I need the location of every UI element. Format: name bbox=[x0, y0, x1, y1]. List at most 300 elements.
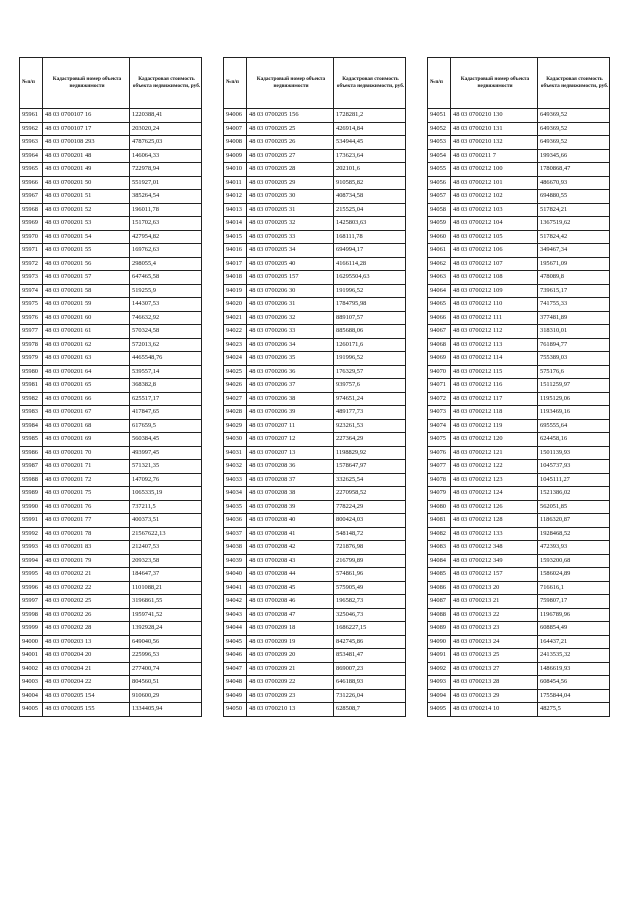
table-row bbox=[20, 311, 202, 325]
table-row bbox=[224, 595, 406, 609]
table-row bbox=[224, 136, 406, 150]
cadastral-value: 203020,24 bbox=[130, 122, 202, 136]
row-number: 94051 bbox=[428, 109, 451, 123]
cadastral-value: 472393,93 bbox=[538, 541, 610, 555]
table-row bbox=[428, 608, 610, 622]
row-number: 94036 bbox=[224, 514, 247, 528]
header-cadastral-number: Кадастровый номер объекта недвижимости bbox=[247, 58, 334, 109]
cadastral-value: 1198829,92 bbox=[334, 446, 406, 460]
row-number: 94025 bbox=[224, 365, 247, 379]
cadastral-number: 48 03 0700201 59 bbox=[43, 298, 130, 312]
table-row bbox=[20, 244, 202, 258]
cadastral-value: 325046,73 bbox=[334, 608, 406, 622]
table-row bbox=[20, 122, 202, 136]
cadastral-number: 48 03 0700206 36 bbox=[247, 365, 334, 379]
cadastral-value: 624458,16 bbox=[538, 433, 610, 447]
row-number: 95999 bbox=[20, 622, 43, 636]
table-row bbox=[20, 460, 202, 474]
cadastral-value: 212407,53 bbox=[130, 541, 202, 555]
row-number: 94026 bbox=[224, 379, 247, 393]
cadastral-value: 1193469,16 bbox=[538, 406, 610, 420]
cadastral-value: 910585,82 bbox=[334, 176, 406, 190]
cadastral-value: 1101088,21 bbox=[130, 581, 202, 595]
table-row bbox=[428, 406, 610, 420]
cadastral-value: 385264,54 bbox=[130, 190, 202, 204]
row-number: 94005 bbox=[20, 703, 43, 717]
cadastral-number: 48 03 0700209 21 bbox=[247, 662, 334, 676]
cadastral-number: 48 03 0700212 111 bbox=[451, 311, 538, 325]
cadastral-number: 48 03 0700207 11 bbox=[247, 419, 334, 433]
table-row bbox=[20, 230, 202, 244]
cadastral-number: 48 03 0700213 22 bbox=[451, 608, 538, 622]
table-row bbox=[224, 662, 406, 676]
cadastral-value: 227364,29 bbox=[334, 433, 406, 447]
row-number: 94059 bbox=[428, 217, 451, 231]
row-number: 94084 bbox=[428, 554, 451, 568]
cadastral-number: 48 03 0700205 26 bbox=[247, 136, 334, 150]
row-number: 95987 bbox=[20, 460, 43, 474]
cadastral-number: 48 03 0700208 37 bbox=[247, 473, 334, 487]
table-row bbox=[428, 190, 610, 204]
header-number: №п/п bbox=[224, 58, 247, 109]
cadastral-value: 889107,57 bbox=[334, 311, 406, 325]
table-row bbox=[428, 379, 610, 393]
row-number: 94063 bbox=[428, 271, 451, 285]
cadastral-number: 48 03 0700201 77 bbox=[43, 514, 130, 528]
cadastral-number: 48 03 0700206 32 bbox=[247, 311, 334, 325]
cadastral-value: 694994,17 bbox=[334, 244, 406, 258]
table-row bbox=[224, 338, 406, 352]
row-number: 95978 bbox=[20, 338, 43, 352]
cadastral-value: 1586024,89 bbox=[538, 568, 610, 582]
cadastral-number: 48 03 0700213 24 bbox=[451, 635, 538, 649]
cadastral-number: 48 03 0700208 47 bbox=[247, 608, 334, 622]
cadastral-value: 191996,52 bbox=[334, 352, 406, 366]
table-row bbox=[428, 392, 610, 406]
table-row bbox=[20, 473, 202, 487]
cadastral-number: 48 03 0700213 28 bbox=[451, 676, 538, 690]
cadastral-value: 649369,52 bbox=[538, 136, 610, 150]
table-row bbox=[20, 554, 202, 568]
row-number: 95977 bbox=[20, 325, 43, 339]
row-number: 95983 bbox=[20, 406, 43, 420]
cadastral-number: 48 03 0700208 42 bbox=[247, 541, 334, 555]
row-number: 94029 bbox=[224, 419, 247, 433]
cadastral-number: 48 03 0700201 78 bbox=[43, 527, 130, 541]
row-number: 94077 bbox=[428, 460, 451, 474]
table-row bbox=[428, 446, 610, 460]
table-row bbox=[224, 352, 406, 366]
cadastral-number: 48 03 0700214 10 bbox=[451, 703, 538, 717]
cadastral-value: 16295504,63 bbox=[334, 271, 406, 285]
table-row bbox=[224, 527, 406, 541]
row-number: 94082 bbox=[428, 527, 451, 541]
table-row bbox=[20, 298, 202, 312]
table-row bbox=[428, 217, 610, 231]
cadastral-value: 1486619,93 bbox=[538, 662, 610, 676]
cadastral-value: 4166114,28 bbox=[334, 257, 406, 271]
cadastral-number: 48 03 0700212 116 bbox=[451, 379, 538, 393]
cadastral-value: 486670,93 bbox=[538, 176, 610, 190]
cadastre-table bbox=[19, 57, 202, 717]
cadastral-number: 48 03 0700209 22 bbox=[247, 676, 334, 690]
table-row bbox=[20, 649, 202, 663]
table-row bbox=[20, 703, 202, 717]
cadastral-number: 48 03 0700213 25 bbox=[451, 649, 538, 663]
cadastral-number: 48 03 0700212 120 bbox=[451, 433, 538, 447]
cadastral-number: 48 03 0700212 102 bbox=[451, 190, 538, 204]
cadastral-value: 1521386,02 bbox=[538, 487, 610, 501]
row-number: 94017 bbox=[224, 257, 247, 271]
table-row bbox=[224, 460, 406, 474]
table-row bbox=[428, 163, 610, 177]
table-row bbox=[20, 176, 202, 190]
row-number: 94016 bbox=[224, 244, 247, 258]
cadastral-value: 695555,64 bbox=[538, 419, 610, 433]
cadastral-value: 869007,23 bbox=[334, 662, 406, 676]
row-number: 94067 bbox=[428, 325, 451, 339]
cadastral-number: 48 03 0700205 33 bbox=[247, 230, 334, 244]
cadastral-value: 164437,21 bbox=[538, 635, 610, 649]
row-number: 95994 bbox=[20, 554, 43, 568]
table-row bbox=[20, 271, 202, 285]
cadastral-number: 48 03 0700201 58 bbox=[43, 284, 130, 298]
cadastral-number: 48 03 0700204 20 bbox=[43, 649, 130, 663]
cadastral-value: 517824,42 bbox=[538, 230, 610, 244]
cadastral-value: 332625,54 bbox=[334, 473, 406, 487]
cadastral-number: 48 03 0700212 117 bbox=[451, 392, 538, 406]
table-row bbox=[20, 568, 202, 582]
table-row bbox=[428, 635, 610, 649]
cadastral-number: 48 03 0700212 157 bbox=[451, 568, 538, 582]
table-row bbox=[224, 487, 406, 501]
cadastral-value: 1195129,06 bbox=[538, 392, 610, 406]
cadastral-value: 215525,04 bbox=[334, 203, 406, 217]
cadastral-number: 48 03 0700208 40 bbox=[247, 514, 334, 528]
cadastral-value: 195671,09 bbox=[538, 257, 610, 271]
cadastral-value: 1959741,52 bbox=[130, 608, 202, 622]
row-number: 94043 bbox=[224, 608, 247, 622]
row-number: 94049 bbox=[224, 689, 247, 703]
cadastral-number: 48 03 0700202 21 bbox=[43, 568, 130, 582]
cadastral-value: 1425803,63 bbox=[334, 217, 406, 231]
cadastral-number: 48 03 0700212 108 bbox=[451, 271, 538, 285]
row-number: 95982 bbox=[20, 392, 43, 406]
table-row bbox=[428, 676, 610, 690]
cadastral-value: 173623,64 bbox=[334, 149, 406, 163]
cadastral-number: 48 03 0700213 21 bbox=[451, 595, 538, 609]
row-number: 95998 bbox=[20, 608, 43, 622]
table-row bbox=[224, 581, 406, 595]
row-number: 95979 bbox=[20, 352, 43, 366]
cadastral-value: 517824,21 bbox=[538, 203, 610, 217]
header-row bbox=[224, 58, 406, 109]
cadastral-number: 48 03 0700205 34 bbox=[247, 244, 334, 258]
row-number: 94000 bbox=[20, 635, 43, 649]
cadastral-value: 1501139,93 bbox=[538, 446, 610, 460]
table-row bbox=[20, 676, 202, 690]
table-row bbox=[20, 325, 202, 339]
row-number: 94093 bbox=[428, 676, 451, 690]
cadastral-number: 48 03 0700210 13 bbox=[247, 703, 334, 717]
cadastral-number: 48 03 0700211 7 bbox=[451, 149, 538, 163]
cadastral-value: 377481,89 bbox=[538, 311, 610, 325]
row-number: 94032 bbox=[224, 460, 247, 474]
table-row bbox=[224, 149, 406, 163]
header-row bbox=[428, 58, 610, 109]
row-number: 94076 bbox=[428, 446, 451, 460]
row-number: 95997 bbox=[20, 595, 43, 609]
table-row bbox=[428, 662, 610, 676]
row-number: 94075 bbox=[428, 433, 451, 447]
row-number: 95973 bbox=[20, 271, 43, 285]
cadastral-number: 48 03 0700203 13 bbox=[43, 635, 130, 649]
row-number: 94042 bbox=[224, 595, 247, 609]
row-number: 94028 bbox=[224, 406, 247, 420]
cadastral-number: 48 03 0700206 33 bbox=[247, 325, 334, 339]
cadastral-number: 48 03 0700209 23 bbox=[247, 689, 334, 703]
cadastral-number: 48 03 0700201 64 bbox=[43, 365, 130, 379]
cadastral-number: 48 03 0700212 126 bbox=[451, 500, 538, 514]
row-number: 94060 bbox=[428, 230, 451, 244]
cadastral-number: 48 03 0700208 39 bbox=[247, 500, 334, 514]
cadastral-number: 48 03 0700213 27 bbox=[451, 662, 538, 676]
row-number: 95971 bbox=[20, 244, 43, 258]
table-row bbox=[428, 271, 610, 285]
table-row bbox=[224, 406, 406, 420]
cadastral-number: 48 03 0700205 154 bbox=[43, 689, 130, 703]
table-row bbox=[428, 649, 610, 663]
table-row bbox=[428, 230, 610, 244]
cadastral-value: 493997,45 bbox=[130, 446, 202, 460]
table-row bbox=[20, 608, 202, 622]
row-number: 94094 bbox=[428, 689, 451, 703]
cadastral-value: 548148,72 bbox=[334, 527, 406, 541]
cadastral-number: 48 03 0700210 131 bbox=[451, 122, 538, 136]
table-row bbox=[20, 406, 202, 420]
cadastral-number: 48 03 0700212 110 bbox=[451, 298, 538, 312]
cadastral-number: 48 03 0700201 68 bbox=[43, 419, 130, 433]
cadastral-value: 1593200,68 bbox=[538, 554, 610, 568]
cadastral-number: 48 03 0700213 29 bbox=[451, 689, 538, 703]
cadastral-number: 48 03 0700201 76 bbox=[43, 500, 130, 514]
row-number: 94064 bbox=[428, 284, 451, 298]
table-row bbox=[224, 392, 406, 406]
table-row bbox=[224, 541, 406, 555]
row-number: 94030 bbox=[224, 433, 247, 447]
cadastral-number: 48 03 0700212 101 bbox=[451, 176, 538, 190]
cadastral-number: 48 03 0700206 31 bbox=[247, 298, 334, 312]
cadastral-value: 1065335,19 bbox=[130, 487, 202, 501]
cadastral-number: 48 03 0700206 34 bbox=[247, 338, 334, 352]
cadastral-number: 48 03 0700213 20 bbox=[451, 581, 538, 595]
table-row bbox=[428, 622, 610, 636]
cadastral-value: 746632,92 bbox=[130, 311, 202, 325]
cadastral-number: 48 03 0700205 32 bbox=[247, 217, 334, 231]
cadastral-number: 48 03 0700201 72 bbox=[43, 473, 130, 487]
table-row bbox=[20, 689, 202, 703]
table-row bbox=[224, 122, 406, 136]
table-row bbox=[428, 298, 610, 312]
cadastral-value: 21567622,13 bbox=[130, 527, 202, 541]
row-number: 95968 bbox=[20, 203, 43, 217]
row-number: 94079 bbox=[428, 487, 451, 501]
row-number: 95962 bbox=[20, 122, 43, 136]
cadastral-value: 1220388,41 bbox=[130, 109, 202, 123]
row-number: 95970 bbox=[20, 230, 43, 244]
row-number: 94023 bbox=[224, 338, 247, 352]
table-row bbox=[224, 500, 406, 514]
cadastral-number: 48 03 0700201 66 bbox=[43, 392, 130, 406]
row-number: 94068 bbox=[428, 338, 451, 352]
table-row bbox=[224, 703, 406, 717]
row-number: 94095 bbox=[428, 703, 451, 717]
row-number: 94019 bbox=[224, 284, 247, 298]
header-cadastral-value: Кадастровая стоимость объекта недвижимости, руб. bbox=[130, 58, 202, 109]
cadastral-number: 48 03 0700201 53 bbox=[43, 217, 130, 231]
row-number: 94057 bbox=[428, 190, 451, 204]
table-row bbox=[428, 244, 610, 258]
table-row bbox=[20, 527, 202, 541]
cadastral-value: 216799,89 bbox=[334, 554, 406, 568]
table-row bbox=[428, 352, 610, 366]
cadastral-value: 761894,77 bbox=[538, 338, 610, 352]
table-row bbox=[20, 379, 202, 393]
cadastral-value: 144307,53 bbox=[130, 298, 202, 312]
cadastral-value: 1784795,98 bbox=[334, 298, 406, 312]
table-row bbox=[20, 203, 202, 217]
header-row bbox=[20, 58, 202, 109]
row-number: 94058 bbox=[428, 203, 451, 217]
cadastral-number: 48 03 0700212 103 bbox=[451, 203, 538, 217]
row-number: 95989 bbox=[20, 487, 43, 501]
table-row bbox=[224, 176, 406, 190]
cadastral-number: 48 03 0700212 348 bbox=[451, 541, 538, 555]
table-row bbox=[20, 500, 202, 514]
row-number: 94012 bbox=[224, 190, 247, 204]
cadastral-value: 1260171,6 bbox=[334, 338, 406, 352]
cadastral-number: 48 03 0700201 61 bbox=[43, 325, 130, 339]
table-row bbox=[224, 271, 406, 285]
cadastral-number: 48 03 0700208 41 bbox=[247, 527, 334, 541]
cadastral-value: 1780868,47 bbox=[538, 163, 610, 177]
row-number: 94006 bbox=[224, 109, 247, 123]
cadastral-number: 48 03 0700212 112 bbox=[451, 325, 538, 339]
cadastral-value: 741755,33 bbox=[538, 298, 610, 312]
table-row bbox=[20, 149, 202, 163]
cadastral-value: 800424,03 bbox=[334, 514, 406, 528]
cadastral-value: 778224,29 bbox=[334, 500, 406, 514]
row-number: 94002 bbox=[20, 662, 43, 676]
cadastral-value: 570324,58 bbox=[130, 325, 202, 339]
table-row bbox=[428, 554, 610, 568]
cadastral-value: 408734,58 bbox=[334, 190, 406, 204]
cadastral-number: 48 03 0700205 156 bbox=[247, 109, 334, 123]
cadastral-number: 48 03 0700208 38 bbox=[247, 487, 334, 501]
table-row bbox=[224, 284, 406, 298]
cadastral-number: 48 03 0700212 106 bbox=[451, 244, 538, 258]
header-cadastral-number: Кадастровый номер объекта недвижимости bbox=[43, 58, 130, 109]
cadastral-value: 196582,73 bbox=[334, 595, 406, 609]
cadastral-number: 48 03 0700201 49 bbox=[43, 163, 130, 177]
row-number: 94083 bbox=[428, 541, 451, 555]
row-number: 94041 bbox=[224, 581, 247, 595]
table-row bbox=[224, 568, 406, 582]
cadastral-value: 608854,49 bbox=[538, 622, 610, 636]
cadastral-number: 48 03 0700205 27 bbox=[247, 149, 334, 163]
cadastral-value: 1728281,2 bbox=[334, 109, 406, 123]
cadastral-number: 48 03 0700213 23 bbox=[451, 622, 538, 636]
cadastral-value: 3196861,55 bbox=[130, 595, 202, 609]
table-row bbox=[224, 446, 406, 460]
cadastral-number: 48 03 0700212 104 bbox=[451, 217, 538, 231]
row-number: 94034 bbox=[224, 487, 247, 501]
table-row bbox=[224, 514, 406, 528]
cadastral-number: 48 03 0700209 18 bbox=[247, 622, 334, 636]
cadastral-number: 48 03 0700205 29 bbox=[247, 176, 334, 190]
table-row bbox=[224, 365, 406, 379]
row-number: 94055 bbox=[428, 163, 451, 177]
cadastral-number: 48 03 0700201 62 bbox=[43, 338, 130, 352]
cadastral-value: 146064,33 bbox=[130, 149, 202, 163]
table-row bbox=[224, 554, 406, 568]
cadastral-number: 48 03 0700210 130 bbox=[451, 109, 538, 123]
row-number: 95993 bbox=[20, 541, 43, 555]
table-row bbox=[428, 703, 610, 717]
cadastral-value: 202101,6 bbox=[334, 163, 406, 177]
cadastral-number: 48 03 0700212 122 bbox=[451, 460, 538, 474]
row-number: 95966 bbox=[20, 176, 43, 190]
cadastral-value: 574861,96 bbox=[334, 568, 406, 582]
cadastral-value: 939757,6 bbox=[334, 379, 406, 393]
cadastral-value: 1755844,04 bbox=[538, 689, 610, 703]
cadastral-value: 2413535,32 bbox=[538, 649, 610, 663]
row-number: 94091 bbox=[428, 649, 451, 663]
row-number: 94053 bbox=[428, 136, 451, 150]
cadastral-number: 48 03 0700212 133 bbox=[451, 527, 538, 541]
cadastral-number: 48 03 0700212 105 bbox=[451, 230, 538, 244]
cadastral-value: 649369,52 bbox=[538, 109, 610, 123]
cadastral-number: 48 03 0700206 35 bbox=[247, 352, 334, 366]
cadastral-value: 551927,01 bbox=[130, 176, 202, 190]
table-row bbox=[20, 365, 202, 379]
cadastral-value: 1045111,27 bbox=[538, 473, 610, 487]
cadastral-number: 48 03 0700201 65 bbox=[43, 379, 130, 393]
row-number: 94038 bbox=[224, 541, 247, 555]
cadastral-number: 48 03 0700201 69 bbox=[43, 433, 130, 447]
cadastral-number: 48 03 0700212 118 bbox=[451, 406, 538, 420]
table-row bbox=[20, 433, 202, 447]
cadastral-value: 974651,24 bbox=[334, 392, 406, 406]
cadastral-value: 1045737,93 bbox=[538, 460, 610, 474]
header-number: №п/п bbox=[428, 58, 451, 109]
cadastral-value: 539557,14 bbox=[130, 365, 202, 379]
cadastral-number: 48 03 0700205 28 bbox=[247, 163, 334, 177]
table-row bbox=[20, 595, 202, 609]
cadastral-value: 349467,34 bbox=[538, 244, 610, 258]
cadastral-number: 48 03 0700212 114 bbox=[451, 352, 538, 366]
table-row bbox=[428, 176, 610, 190]
cadastral-number: 48 03 0700205 40 bbox=[247, 257, 334, 271]
row-number: 94071 bbox=[428, 379, 451, 393]
table-row bbox=[224, 217, 406, 231]
header-cadastral-value: Кадастровая стоимость объекта недвижимости, руб. bbox=[538, 58, 610, 109]
table-row bbox=[20, 352, 202, 366]
cadastral-number: 48 03 0700201 60 bbox=[43, 311, 130, 325]
cadastral-value: 176329,57 bbox=[334, 365, 406, 379]
cadastral-value: 196011,78 bbox=[130, 203, 202, 217]
table-row bbox=[224, 649, 406, 663]
